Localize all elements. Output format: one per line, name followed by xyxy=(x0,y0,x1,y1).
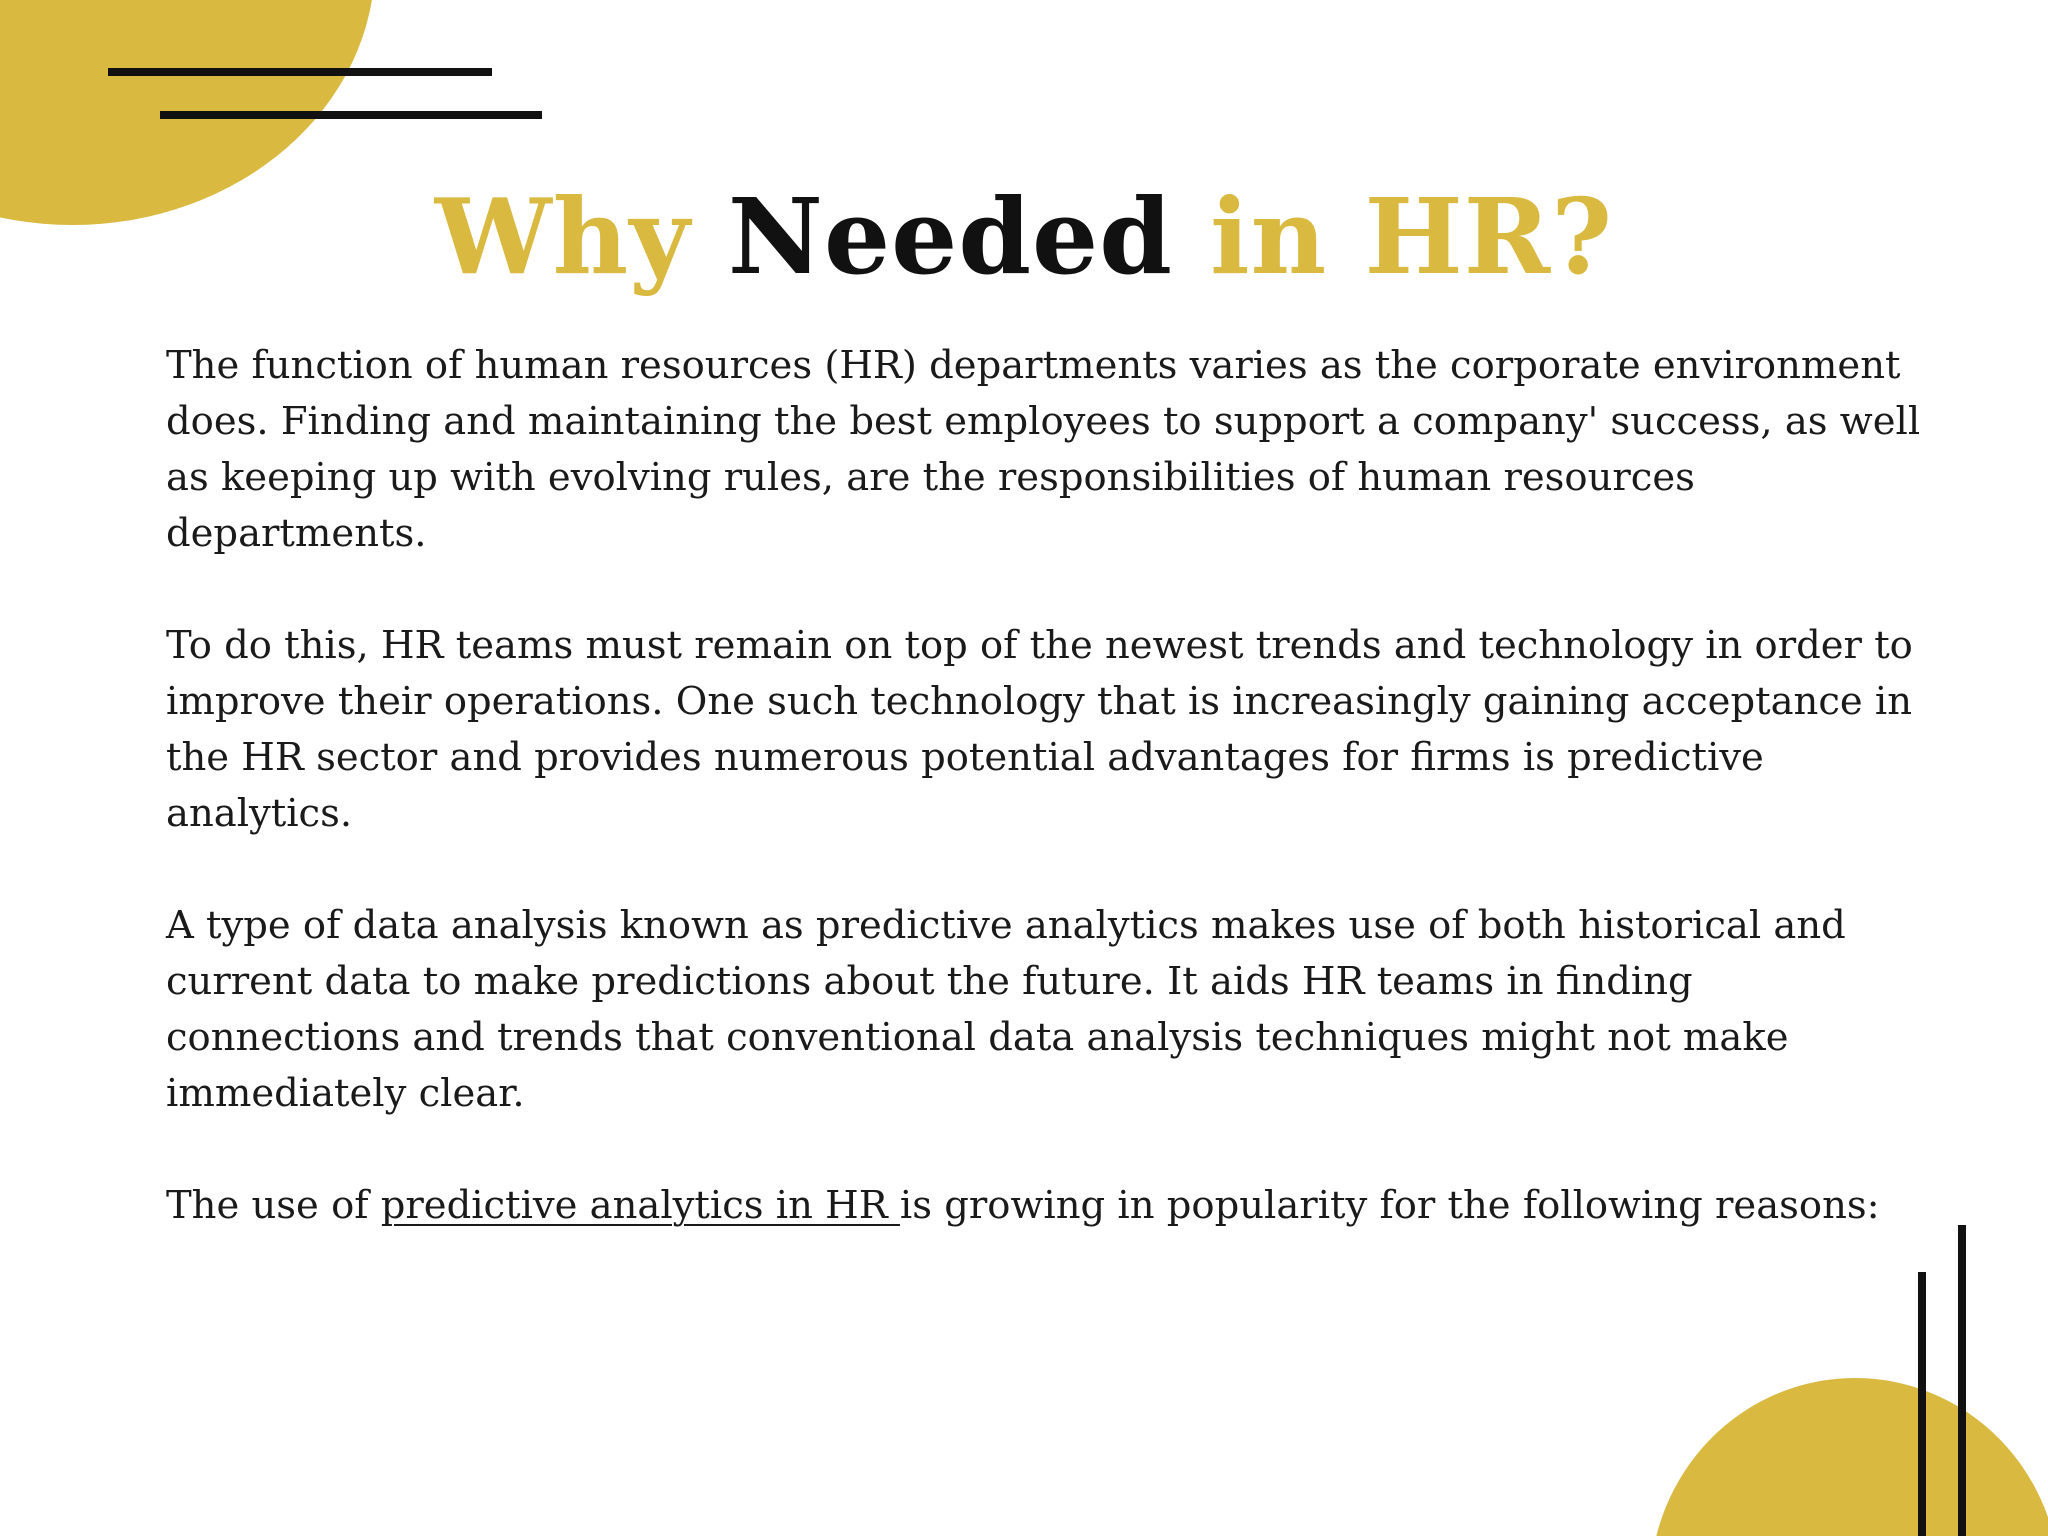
paragraph-hr-function: The function of human resources (HR) departments varies as the corporate environment does. Finding and maintaining the best employees to support a company' success, as well as keeping up with evolving rules, are the responsibilities of human resources departments. xyxy=(166,343,1921,556)
title-part-why: Why xyxy=(434,175,691,298)
decorative-line-top-1 xyxy=(108,68,492,76)
decorative-line-top-2 xyxy=(160,111,542,119)
title-part-in-hr: in HR? xyxy=(1210,175,1614,298)
predictive-analytics-link[interactable]: predictive analytics in HR xyxy=(380,1183,900,1228)
title-part-needed: Needed xyxy=(727,175,1173,298)
decorative-line-bottom-1 xyxy=(1918,1272,1926,1536)
reasons-text-before: The use of xyxy=(166,1183,381,1228)
paragraph-hr-technology: To do this, HR teams must remain on top of the newest trends and technology in order to improve their operations. One such technology that is increasingly gaining acceptance in the HR sector and provides numerous potential advantages for firms is predictive analytics. xyxy=(166,623,1913,836)
page-title xyxy=(0,172,2048,302)
reasons-text-after: is growing in popularity for the following reasons: xyxy=(899,1183,1880,1228)
decorative-line-bottom-2 xyxy=(1958,1225,1966,1536)
paragraph-reasons xyxy=(166,1178,1926,1234)
decorative-circle-bottom-right xyxy=(1650,1378,2048,1536)
body-text xyxy=(166,338,1926,1290)
paragraph-predictive-analytics: A type of data analysis known as predictive analytics makes use of both historical and current data to make predictions about the future. It aids HR teams in finding connections and trends that conventional data analysis techniques might not make immediately clear. xyxy=(166,903,1846,1116)
